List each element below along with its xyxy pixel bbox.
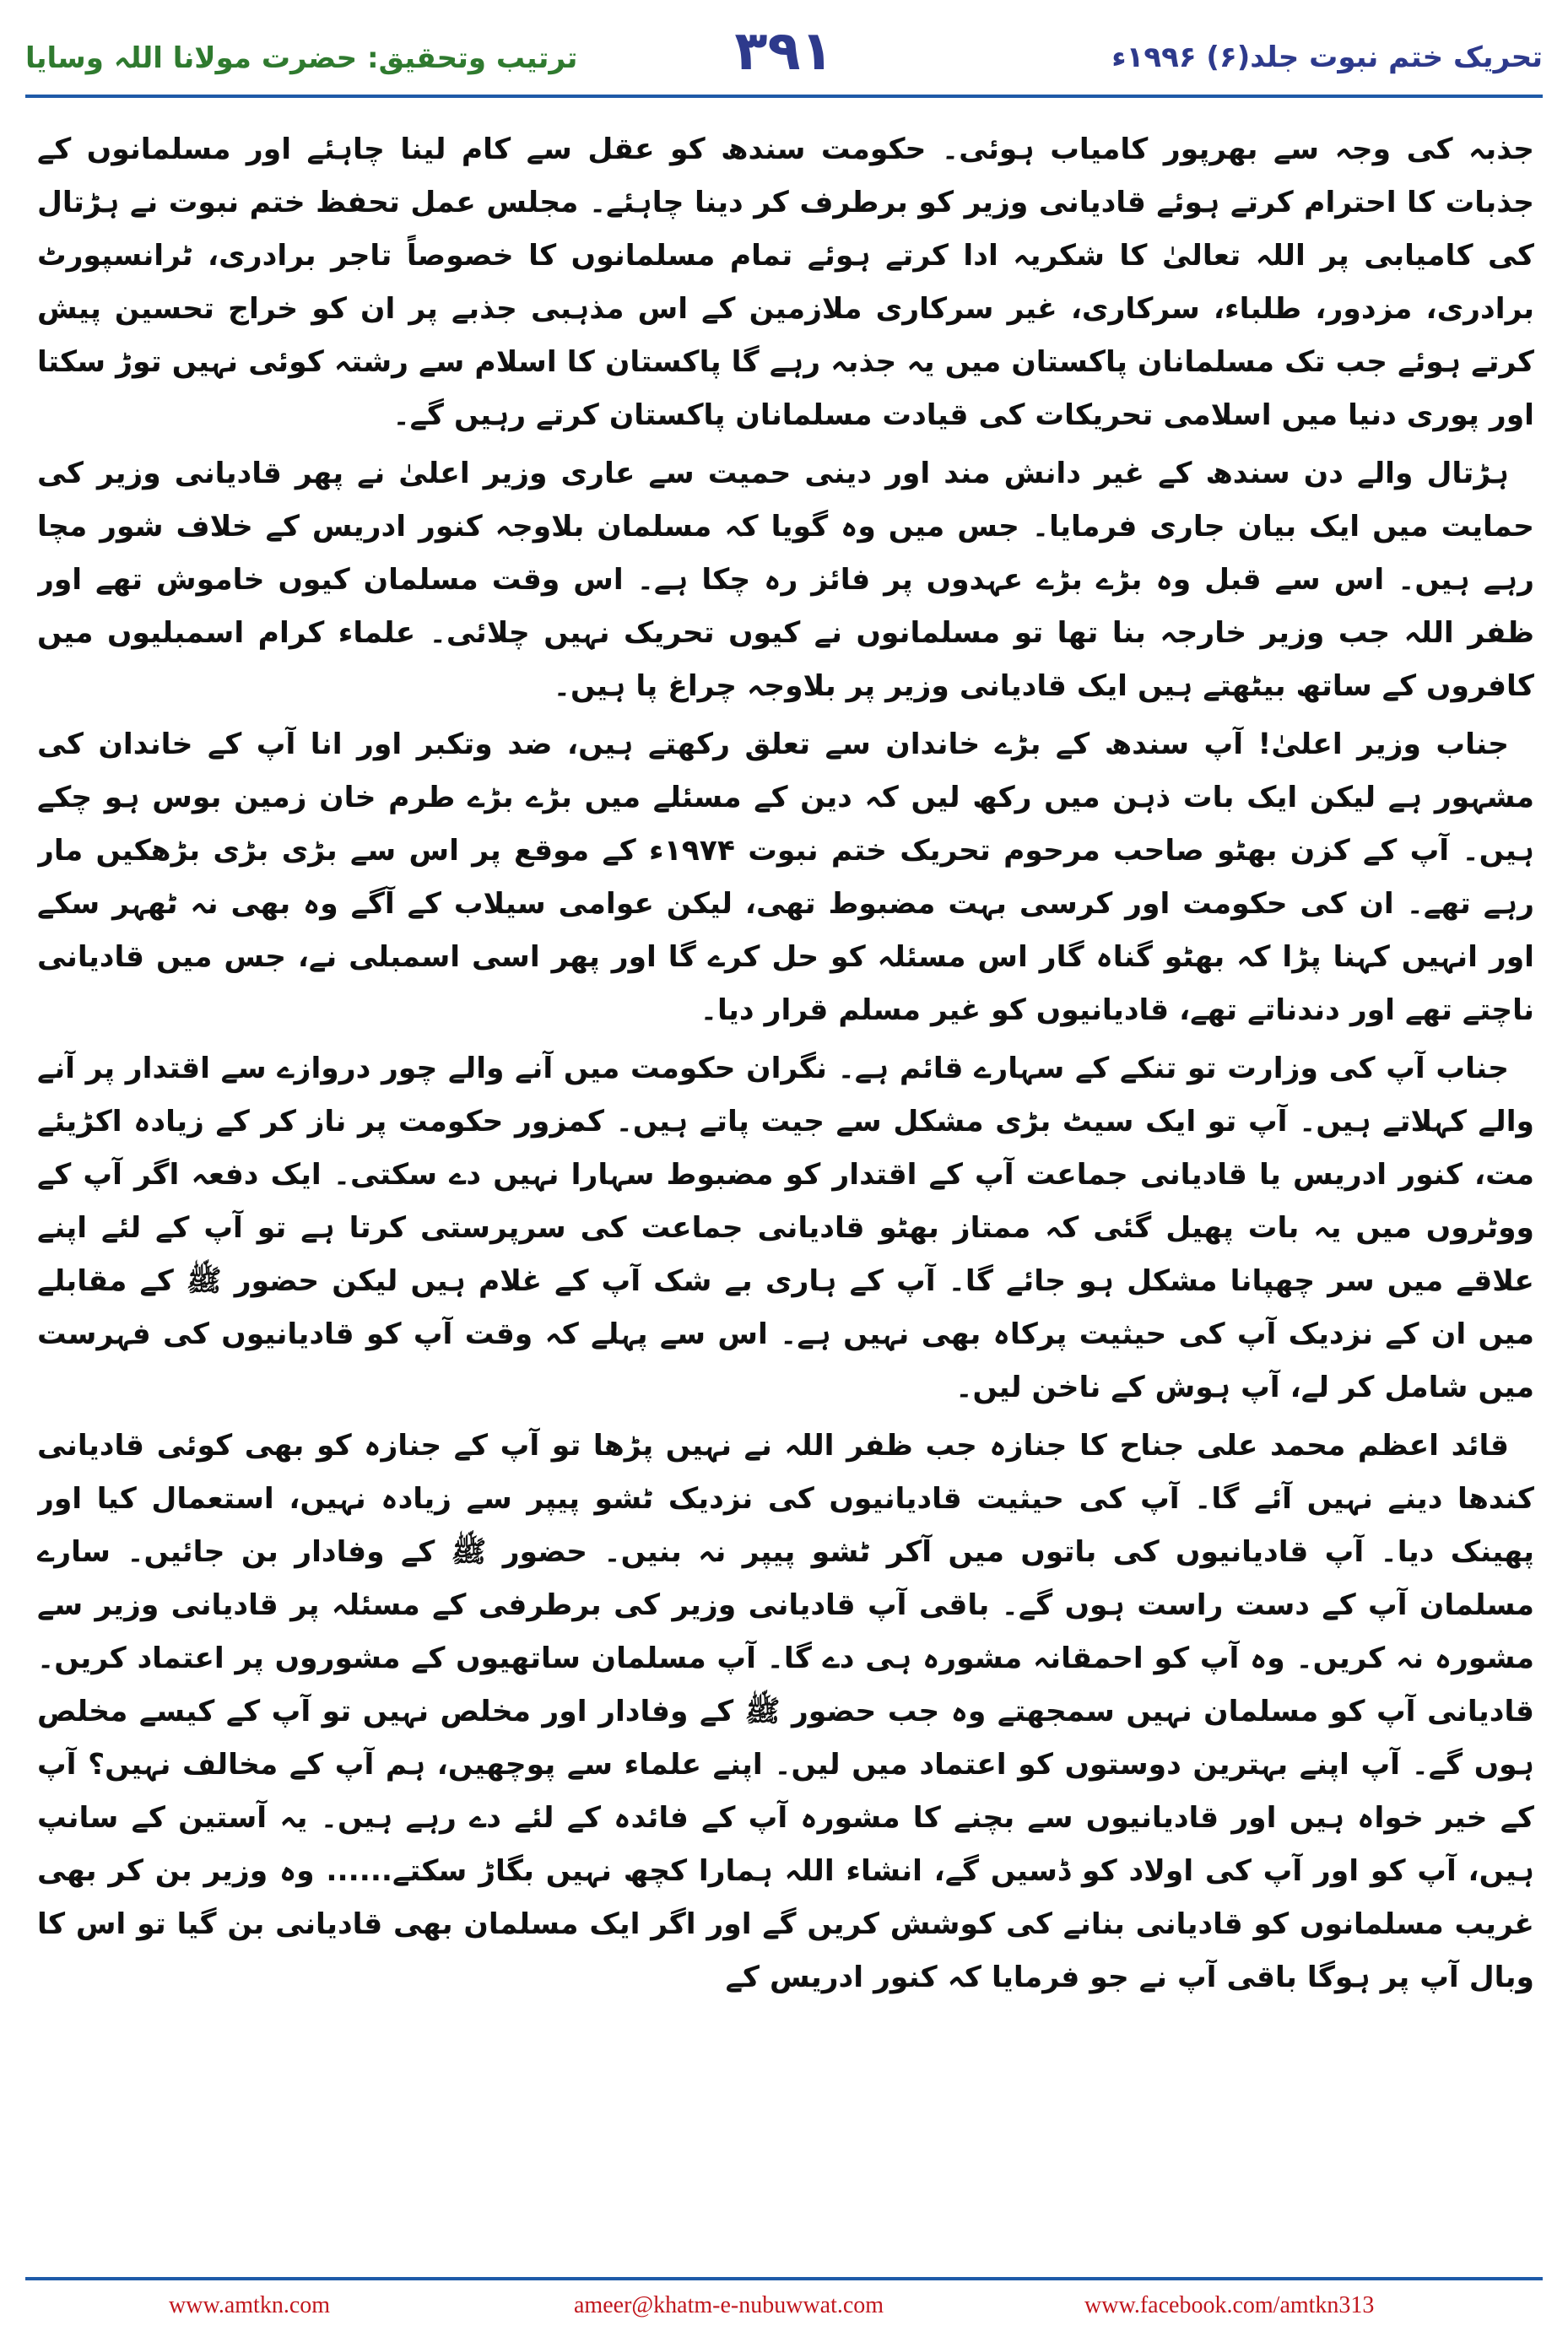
page-number: ۳۹۱ [734, 20, 834, 83]
paragraph: جناب آپ کی وزارت تو تنکے کے سہارے قائم ہے۔ نگران حکومت میں آنے والے چور دروازے سے اقتدار پر آنے والے کہلاتے ہیں۔ آپ تو ایک سیٹ بڑی مشکل سے جیت پاتے ہیں۔ کمزور حکومت پر ناز کر کے زیادہ اکڑیئے مت، کنور ادریس یا قادیانی جماعت آپ کے اقتدار کو مضبوط سہارا نہیں دے سکتی۔ ایک دفعہ اگر آپ کے ووٹروں میں یہ بات پھیل گئی کہ ممتاز بھٹو قادیانی جماعت کی سرپرستی کرتا ہے تو آپ کے لئے اپنے علاقے میں سر چھپانا مشکل ہو جائے گا۔ آپ کے ہاری بے شک آپ کے غلام ہیں لیکن حضور ﷺ کے مقابلے میں ان کے نزدیک آپ کی حیثیت پرکاہ بھی نہیں ہے۔ اس سے پہلے کہ وقت آپ کو قادیانیوں کی فہرست میں شامل کر لے، آپ ہوش کے ناخن لیں۔ [37, 1052, 1534, 1404]
paragraph: ہڑتال والے دن سندھ کے غیر دانش مند اور دینی حمیت سے عاری وزیر اعلیٰ نے پھر قادیانی وزیر کی حمایت میں ایک بیان جاری فرمایا۔ جس میں وہ گویا کہ مسلمان بلاوجہ کنور ادریس کے خلاف شور مچا رہے ہیں۔ اس سے قبل وہ بڑے بڑے عہدوں پر فائز رہ چکا ہے۔ اس وقت مسلمان کیوں خاموش تھے اور ظفر اللہ جب وزیر خارجہ بنا تھا تو مسلمانوں نے کیوں تحریک نہیں چلائی۔ علماء کرام اسمبلیوں میں کافروں کے ساتھ بیٹھتے ہیں ایک قادیانی وزیر پر بلاوجہ چراغ پا ہیں۔ [37, 457, 1534, 703]
website-link[interactable]: www.amtkn.com [169, 2292, 331, 2318]
paragraph: جناب وزیر اعلیٰ! آپ سندھ کے بڑے خاندان سے تعلق رکھتے ہیں، ضد وتکبر اور انا آپ کے خاندان کی مشہور ہے لیکن ایک بات ذہن میں رکھ لیں کہ دین کے مسئلے میں بڑے بڑے طرم خان زمین بوس ہو چکے ہیں۔ آپ کے کزن بھٹو صاحب مرحوم تحریک ختم نبوت ۱۹۷۴ء کے موقع پر اس سے بڑی بڑی بڑھکیں مار رہے تھے۔ ان کی حکومت اور کرسی بہت مضبوط تھی، لیکن عوامی سیلاب کے آگے وہ بھی نہ ٹھہر سکے اور انہیں کہنا پڑا کہ بھٹو گناہ گار اس مسئلہ کو حل کرے گا اور پھر اسی اسمبلی نے، جس میں قادیانی ناچتے تھے اور دندناتے تھے، قادیانیوں کو غیر مسلم قرار دیا۔ [37, 727, 1534, 1027]
paragraph: جذبہ کی وجہ سے بھرپور کامیاب ہوئی۔ حکومت سندھ کو عقل سے کام لینا چاہئے اور مسلمانوں کے جذبات کا احترام کرتے ہوئے قادیانی وزیر کو برطرف کر دینا چاہئے۔ مجلس عمل تحفظ ختم نبوت نے ہڑتال کی کامیابی پر اللہ تعالیٰ کا شکریہ ادا کرتے ہوئے تمام مسلمانوں کا خصوصاً تاجر برادری، ٹرانسپورٹ برادری، مزدور، طلباء، سرکاری، غیر سرکاری ملازمین کے اس مذہبی جذبے پر ان کو خراج تحسین پیش کرتے ہوئے جب تک مسلمانان پاکستان میں یہ جذبہ رہے گا پاکستان کا اسلام سے رشتہ کوئی نہیں توڑ سکتا اور پوری دنیا میں اسلامی تحریکات کی قیادت مسلمانان پاکستان کرتے رہیں گے۔ [37, 133, 1534, 432]
page-footer [25, 2277, 1543, 2329]
book-title: تحریک ختم نبوت جلد(۶) ۱۹۹۶ء [1111, 41, 1543, 74]
paragraph: قائد اعظم محمد علی جناح کا جنازہ جب ظفر اللہ نے نہیں پڑھا تو آپ کے جنازہ کو بھی کوئی قادیانی کندھا دینے نہیں آئے گا۔ آپ کی حیثیت قادیانیوں کی نزدیک ٹشو پیپر سے زیادہ نہیں، استعمال کیا اور پھینک دیا۔ آپ قادیانیوں کی باتوں میں آکر ٹشو پیپر نہ بنیں۔ حضور ﷺ کے وفادار بن جائیں۔ سارے مسلمان آپ کے دست راست ہوں گے۔ باقی آپ قادیانی وزیر کی برطرفی کے مسئلہ پر قادیانی وزیر سے مشورہ نہ کریں۔ وہ آپ کو احمقانہ مشورہ ہی دے گا۔ آپ مسلمان ساتھیوں کے مشوروں پر اعتماد کریں۔ قادیانی آپ کو مسلمان نہیں سمجھتے وہ جب حضور ﷺ کے وفادار اور مخلص نہیں تو آپ کے کیسے مخلص ہوں گے۔ آپ اپنے بہترین دوستوں کو اعتماد میں لیں۔ اپنے علماء سے پوچھیں، ہم آپ کے مخالف نہیں؟ آپ کے خیر خواہ ہیں اور قادیانیوں سے بچنے کا مشورہ آپ کے فائدہ کے لئے دے رہے ہیں۔ یہ آستین کے سانپ ہیں، آپ کو اور آپ کی اولاد کو ڈسیں گے، انشاء اللہ ہمارا کچھ نہیں بگاڑ سکتے...... وہ وزیر بن کر بھی غریب مسلمانوں کو قادیانی بنانے کی کوشش کریں گے اور اگر ایک مسلمان بھی قادیانی بن گیا تو اس کا وبال آپ پر ہوگا باقی آپ نے جو فرمایا کہ کنور ادریس کے [37, 1429, 1534, 1994]
compiler-credit: ترتیب وتحقیق: حضرت مولانا اللہ وسایا [25, 41, 578, 75]
article-body [37, 123, 1534, 2208]
page-header [25, 19, 1543, 98]
facebook-link[interactable]: www.facebook.com/amtkn313 [1084, 2292, 1375, 2318]
email-link[interactable]: ameer@khatm-e-nubuwwat.com [574, 2292, 884, 2318]
